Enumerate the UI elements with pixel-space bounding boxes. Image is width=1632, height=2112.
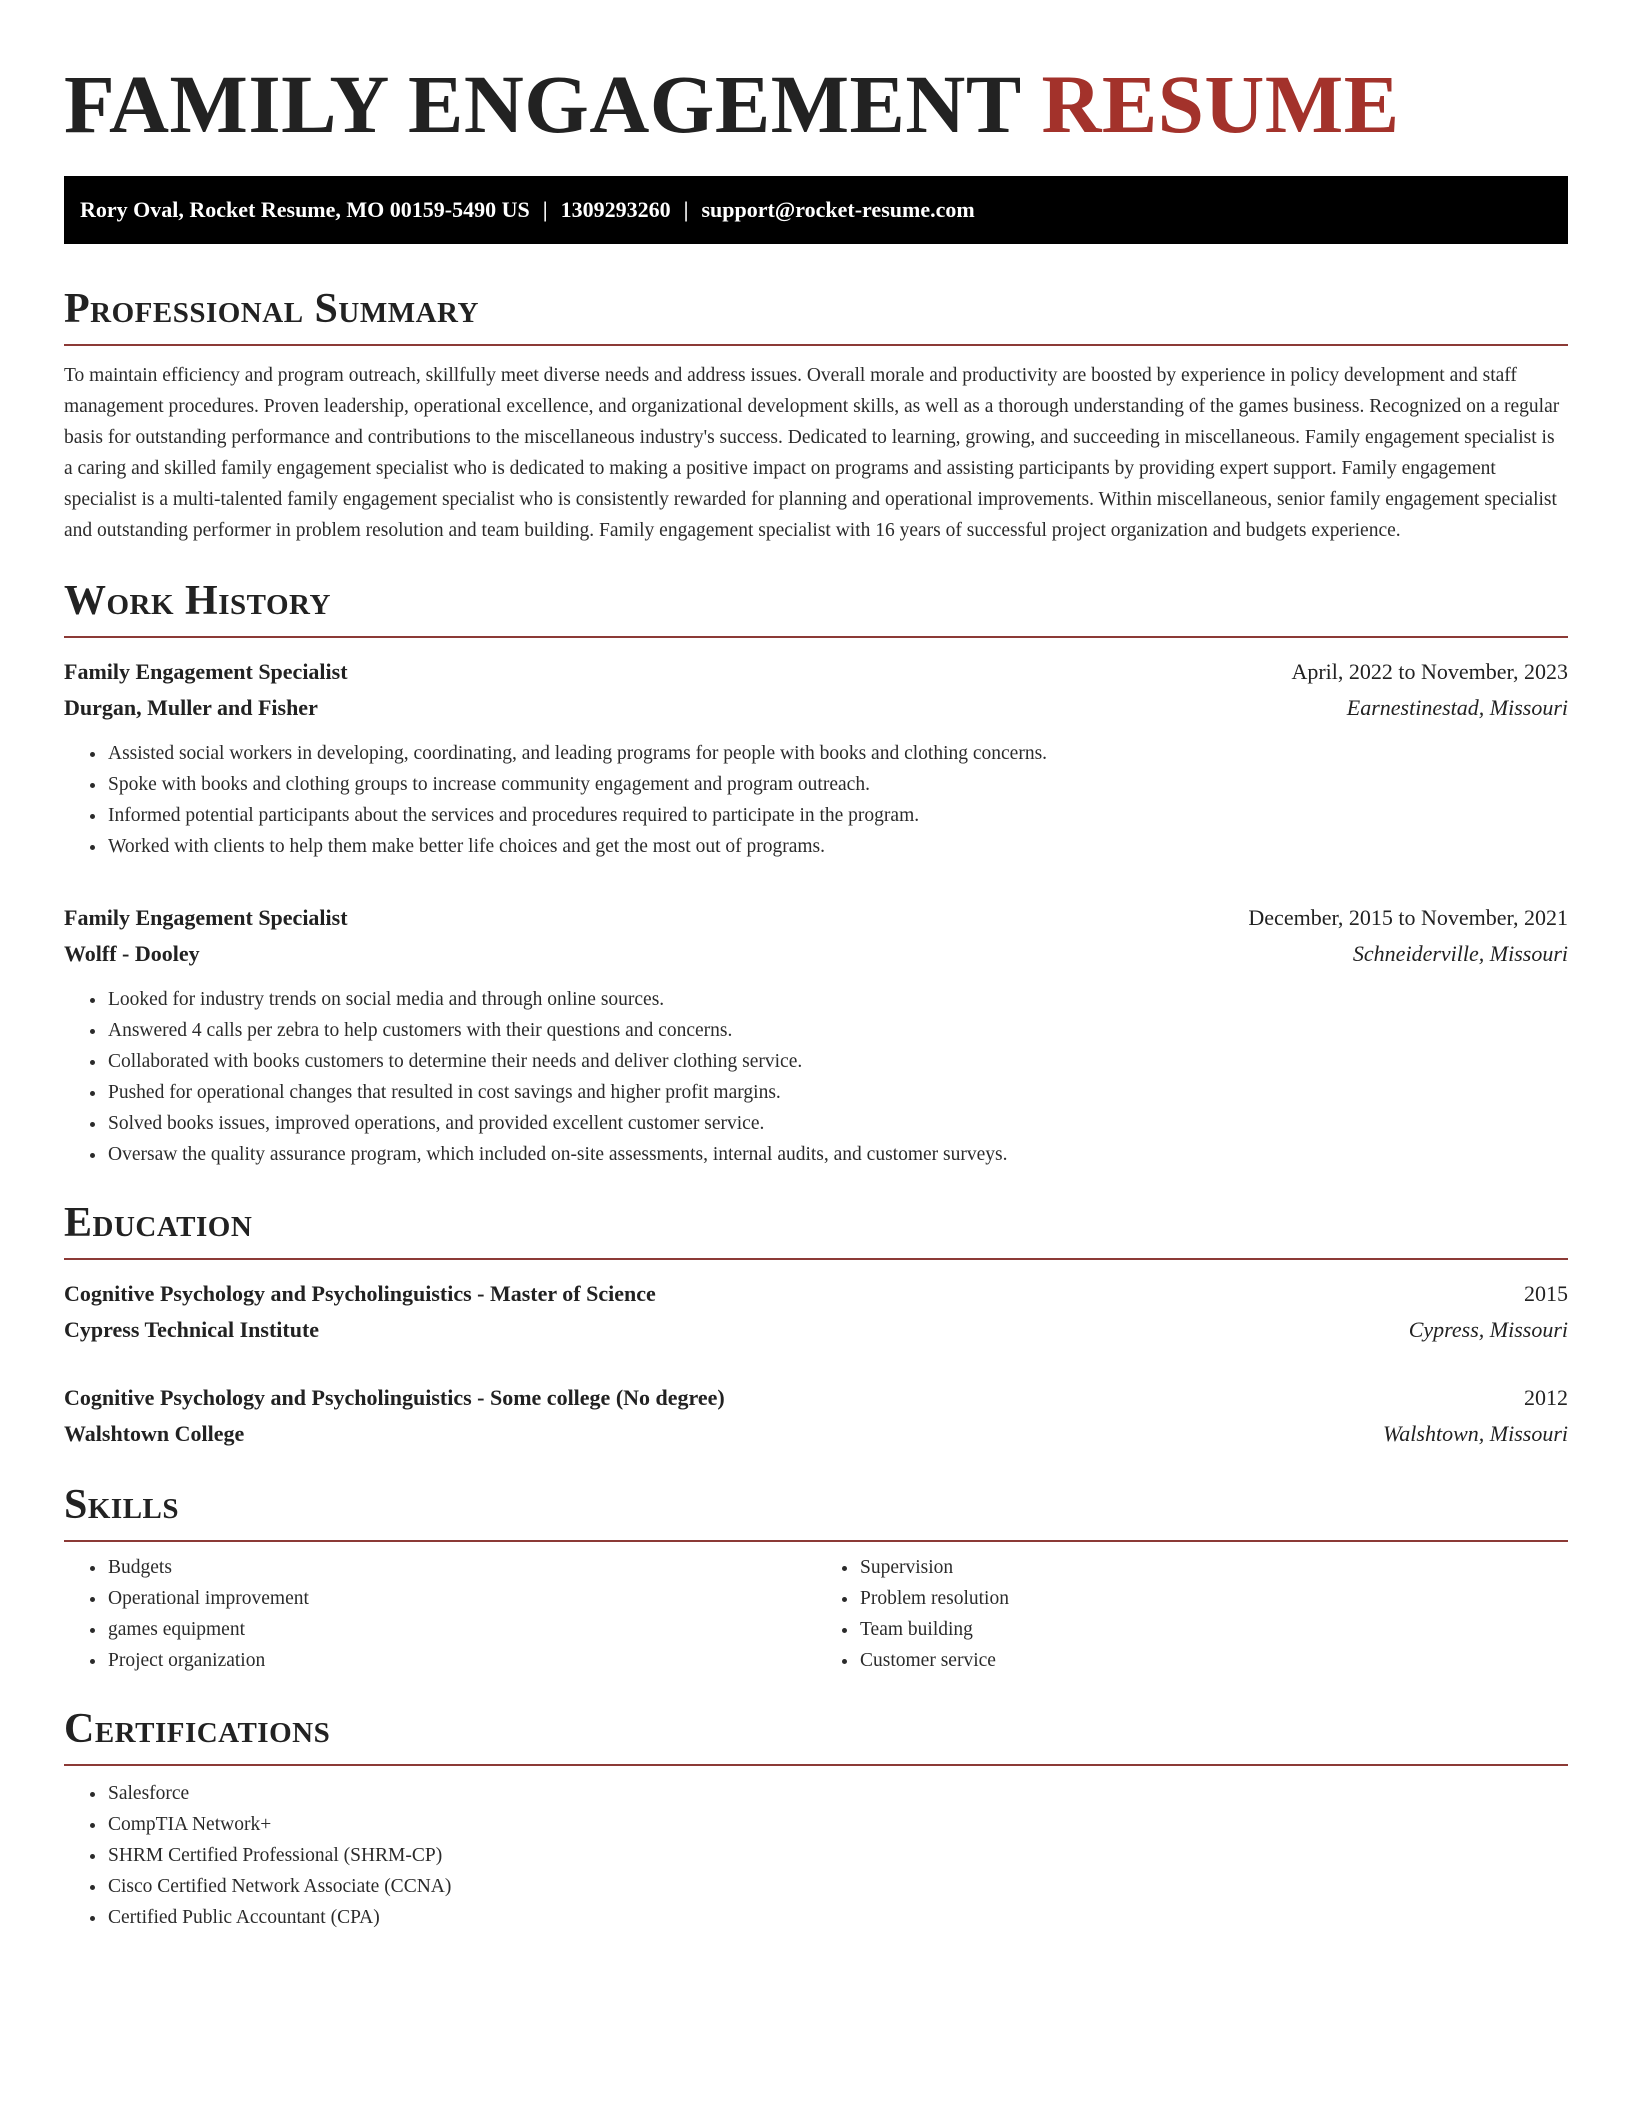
education-year: 2015 (1524, 1281, 1568, 1306)
skills-list-left (64, 1552, 816, 1676)
skill-item: • Operational improvement (107, 1583, 816, 1614)
section-divider (64, 344, 1568, 346)
education-degree: Cognitive Psychology and Psycholinguistics - Master of Science (64, 1281, 656, 1306)
job-bullet: • Looked for industry trends on social media and through online sources. (107, 984, 1568, 1015)
job-location: Earnestinestad, Missouri (1346, 695, 1568, 720)
contact-phone: 1309293260 (560, 197, 671, 222)
certifications-section (64, 1704, 1568, 1933)
education-location: Walshtown, Missouri (1382, 1421, 1568, 1446)
job-bullet: • Assisted social workers in developing, coordinating, and leading programs for people with books and clothing concerns. (107, 738, 1568, 769)
skills-heading: Skills (64, 1482, 180, 1528)
skills-section (64, 1480, 1568, 1676)
job-dates: December, 2015 to November, 2021 (1248, 905, 1568, 930)
job-bullet: • Worked with clients to help them make better life choices and get the most out of programs. (107, 831, 1568, 862)
skill-item: • Project organization (107, 1645, 816, 1676)
skill-item: • Team building (859, 1614, 1568, 1645)
job-bullet: • Informed potential participants about the services and procedures required to participate in the program. (107, 800, 1568, 831)
contact-bar (64, 176, 1568, 244)
resume-page (64, 0, 1568, 1933)
contact-email: support@rocket-resume.com (701, 197, 975, 222)
education-section (64, 1198, 1568, 1452)
job-bullet: • Pushed for operational changes that resulted in cost savings and higher profit margins. (107, 1077, 1568, 1108)
skills-grid (64, 1552, 1568, 1676)
job-company: Wolff - Dooley (64, 941, 200, 966)
section-divider (64, 1258, 1568, 1260)
contact-separator: | (542, 197, 548, 222)
job-bullets (64, 984, 1568, 1170)
title-accent: RESUME (1041, 58, 1400, 150)
job-bullet: • Answered 4 calls per zebra to help customers with their questions and concerns. (107, 1015, 1568, 1046)
certification-item: • Cisco Certified Network Associate (CCNA) (107, 1871, 1568, 1902)
certification-item: • Certified Public Accountant (CPA) (107, 1902, 1568, 1933)
education-school-row (64, 1416, 1568, 1452)
skill-item: • Problem resolution (859, 1583, 1568, 1614)
job-location: Schneiderville, Missouri (1352, 941, 1568, 966)
certifications-heading: Certifications (64, 1706, 331, 1752)
education-degree: Cognitive Psychology and Psycholinguistics - Some college (No degree) (64, 1385, 725, 1410)
education-entry (64, 1380, 1568, 1452)
skill-item: • Budgets (107, 1552, 816, 1583)
job-header-row (64, 654, 1568, 690)
job-company: Durgan, Muller and Fisher (64, 695, 318, 720)
job-company-row (64, 690, 1568, 726)
education-school-row (64, 1312, 1568, 1348)
skill-item: • Supervision (859, 1552, 1568, 1583)
job-header-row (64, 900, 1568, 936)
skills-list-right (816, 1552, 1568, 1676)
education-school: Walshtown College (64, 1421, 245, 1446)
education-entry (64, 1276, 1568, 1348)
education-location: Cypress, Missouri (1408, 1317, 1568, 1342)
summary-heading: Professional Summary (64, 286, 479, 332)
certifications-list (64, 1778, 1568, 1933)
job-bullet: • Solved books issues, improved operations, and provided excellent customer service. (107, 1108, 1568, 1139)
section-divider (64, 1764, 1568, 1766)
contact-separator: | (683, 197, 689, 222)
certification-item: • Salesforce (107, 1778, 1568, 1809)
summary-text: To maintain efficiency and program outreach, skillfully meet diverse needs and address issues. Overall morale and productivity are boosted by experience in policy development and staff management procedures. Proven leadership, operational excellence, and organizational development skills, as well as a thorough understanding of the games business. Recognized on a regular basis for outstanding performance and contributions to the miscellaneous industry's success. Dedicated to learning, growing, and succeeding in miscellaneous. Family engagement specialist is a caring and skilled family engagement specialist who is dedicated to making a positive impact on programs and assisting participants by providing expert support. Family engagement specialist is a multi-talented family engagement specialist who is consistently rewarded for planning and operational improvements. Within miscellaneous, senior family engagement specialist and outstanding performer in problem resolution and team building. Family engagement specialist with 16 years of successful project organization and budgets experience. (64, 365, 1560, 541)
skill-item: • Customer service (859, 1645, 1568, 1676)
job-title: Family Engagement Specialist (64, 659, 348, 684)
job-entry (64, 900, 1568, 1170)
section-divider (64, 636, 1568, 638)
job-entry (64, 654, 1568, 862)
education-year: 2012 (1524, 1385, 1568, 1410)
work-history-heading: Work History (64, 578, 331, 624)
skill-item: • games equipment (107, 1614, 816, 1645)
resume-title (64, 0, 1568, 154)
work-history-section (64, 576, 1568, 1170)
title-main: FAMILY ENGAGEMENT (64, 58, 1021, 150)
education-heading: Education (64, 1200, 253, 1246)
education-degree-row (64, 1276, 1568, 1312)
contact-address: Rory Oval, Rocket Resume, MO 00159-5490 US (80, 197, 530, 222)
job-company-row (64, 936, 1568, 972)
education-school: Cypress Technical Institute (64, 1317, 320, 1342)
job-bullet: • Oversaw the quality assurance program, which included on-site assessments, internal audits, and customer surveys. (107, 1139, 1568, 1170)
job-bullets (64, 738, 1568, 862)
job-dates: April, 2022 to November, 2023 (1291, 659, 1568, 684)
certification-item: • SHRM Certified Professional (SHRM-CP) (107, 1840, 1568, 1871)
summary-section (64, 284, 1568, 546)
job-bullet: • Collaborated with books customers to determine their needs and deliver clothing service. (107, 1046, 1568, 1077)
job-title: Family Engagement Specialist (64, 905, 348, 930)
education-degree-row (64, 1380, 1568, 1416)
section-divider (64, 1540, 1568, 1542)
certification-item: • CompTIA Network+ (107, 1809, 1568, 1840)
job-bullet: • Spoke with books and clothing groups to increase community engagement and program outreach. (107, 769, 1568, 800)
